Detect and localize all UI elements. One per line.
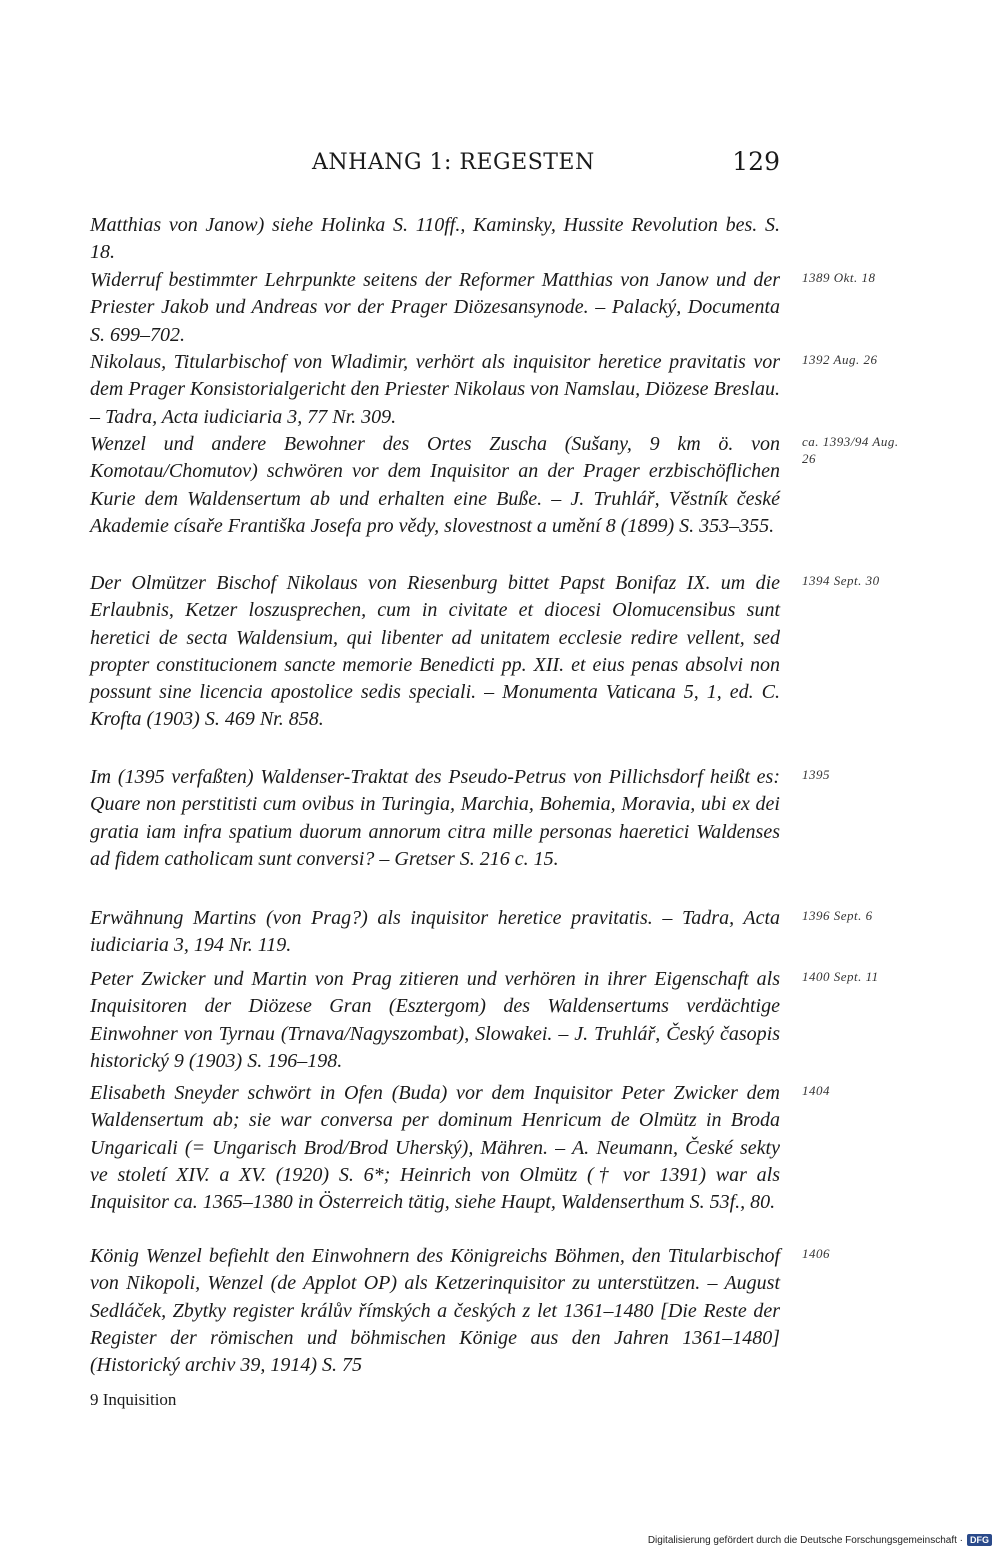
entry-text: Matthias von Janow) siehe Holinka S. 110ff., Kaminsky, Hussite Revolution bes. S. 18. bbox=[90, 214, 780, 264]
regest-entry bbox=[90, 570, 880, 734]
entry-text: König Wenzel befiehlt den Einwohnern des Königreichs Böhmen, den Titularbischof von Nikopoli, Wenzel (de Applot OP) als Ketzerinquisitor zu unterstützen. – August Sedláček, Zbytky register králův římských a českých z let 1361–1480 [Die Reste der Register der römischen und böhmischen Könige aus den Jahren 1361–1480] (Historický archiv 39, 1914) S. 75 bbox=[90, 1245, 780, 1377]
page-number: 129 bbox=[732, 147, 780, 176]
running-header bbox=[90, 147, 780, 180]
regest-entry bbox=[90, 764, 830, 873]
entry-text: Wenzel und andere Bewohner des Ortes Zuscha (Sušany, 9 km ö. von Komotau/Chomutov) schwören vor dem Inquisitor an der Prager erzbischöflichen Kurie dem Waldensertum ab und erhalten eine Buße. – J. Truhlář, Věstník české Akademie císaře Františka Josefa pro vědy, slovestnost a umění 8 (1899) S. 353–355. bbox=[90, 433, 780, 537]
regest-entry bbox=[90, 431, 899, 540]
entry-date: 1406 bbox=[802, 1246, 830, 1261]
entry-text: Peter Zwicker und Martin von Prag zitieren und verhören in ihrer Eigenschaft als Inquisitoren der Diözese Gran (Esztergom) des Waldensertums verdächtige Einwohner von Tyrnau (Trnava/Nagyszombat), Slowakei. – J. Truhlář, Český časopis historický 9 (1903) S. 196–198. bbox=[90, 968, 780, 1072]
entry-date: 1396 Sept. 6 bbox=[802, 908, 873, 923]
digitization-credit bbox=[648, 1534, 992, 1546]
credit-text: Digitalisierung gefördert durch die Deutsche Forschungsgemeinschaft · bbox=[647, 1534, 963, 1546]
entry-text: Erwähnung Martins (von Prag?) als inquisitor heretice pravitatis. – Tadra, Acta iudiciaria 3, 194 Nr. 119. bbox=[90, 907, 780, 957]
running-title: ANHANG 1: REGESTEN bbox=[312, 150, 595, 175]
entry-date: ca. 1393/94 Aug. 26 bbox=[802, 434, 899, 466]
regest-entry bbox=[90, 1080, 830, 1216]
regest-entry bbox=[90, 349, 878, 431]
regest-entry bbox=[90, 905, 873, 960]
dfg-logo-icon: DFG bbox=[967, 1534, 992, 1546]
regest-entry bbox=[90, 966, 879, 1075]
entry-date: 1404 bbox=[802, 1083, 830, 1098]
regest-entry bbox=[90, 267, 876, 349]
signature-mark: 9 Inquisition bbox=[90, 1390, 177, 1409]
regest-entry bbox=[90, 1243, 830, 1379]
entry-text: Der Olmützer Bischof Nikolaus von Riesenburg bittet Papst Bonifaz IX. um die Erlaubnis, Ketzer loszusprechen, cum in civitate et diocesi Olomucensibus sunt heretici de secta Waldensium, qui libenter ad unitatem ecclesie redire vellent, sed propter constitucionem sancte memorie Benedicti pp. XII. et eius penas absolvi non possunt sine licencia apostolice sedis speciali. – Monumenta Vaticana 5, 1, ed. C. Krofta (1903) S. 469 Nr. 858. bbox=[90, 572, 780, 731]
entry-date: 1400 Sept. 11 bbox=[802, 969, 879, 984]
entry-text: Nikolaus, Titularbischof von Wladimir, verhört als inquisitor heretice pravitatis vor dem Prager Konsistorialgericht den Priester Nikolaus von Namslau, Diözese Breslau. – Tadra, Acta iudiciaria 3, 77 Nr. 309. bbox=[90, 351, 780, 428]
entry-date: 1389 Okt. 18 bbox=[802, 270, 876, 285]
entry-text: Im (1395 verfaßten) Waldenser-Traktat des Pseudo-Petrus von Pillichsdorf heißt es: Quare non perstitisti cum ovibus in Turingia, Marchia, Bohemia, Moravia, ubi ex dei gratia iam infra spatium duorum annorum citra mille personas haeretici Waldenses ad fidem catholicam sunt conversi? – Gretser S. 216 c. 15. bbox=[90, 766, 780, 870]
entry-text: Widerruf bestimmter Lehrpunkte seitens der Reformer Matthias von Janow und der Priester Jakob und Andreas vor der Prager Diözesansynode. – Palacký, Documenta S. 699–702. bbox=[90, 269, 780, 346]
entry-date: 1392 Aug. 26 bbox=[802, 352, 878, 367]
regest-entry bbox=[90, 212, 780, 267]
entry-text: Elisabeth Sneyder schwört in Ofen (Buda) vor dem Inquisitor Peter Zwicker dem Waldensertum ab; sie war conversa per dominum Henricum de Olmütz in Broda Ungaricali (= Ungarisch Brod/Brod Uherský), Mähren. – A. Neumann, České sekty ve století XIV. a XV. (1920) S. 6*; Heinrich von Olmütz († vor 1391) war als Inquisitor ca. 1365–1380 in Österreich tätig, siehe Haupt, Waldenserthum S. 53f., 80. bbox=[90, 1082, 780, 1214]
entry-date: 1395 bbox=[802, 767, 830, 782]
entry-date: 1394 Sept. 30 bbox=[802, 573, 880, 588]
